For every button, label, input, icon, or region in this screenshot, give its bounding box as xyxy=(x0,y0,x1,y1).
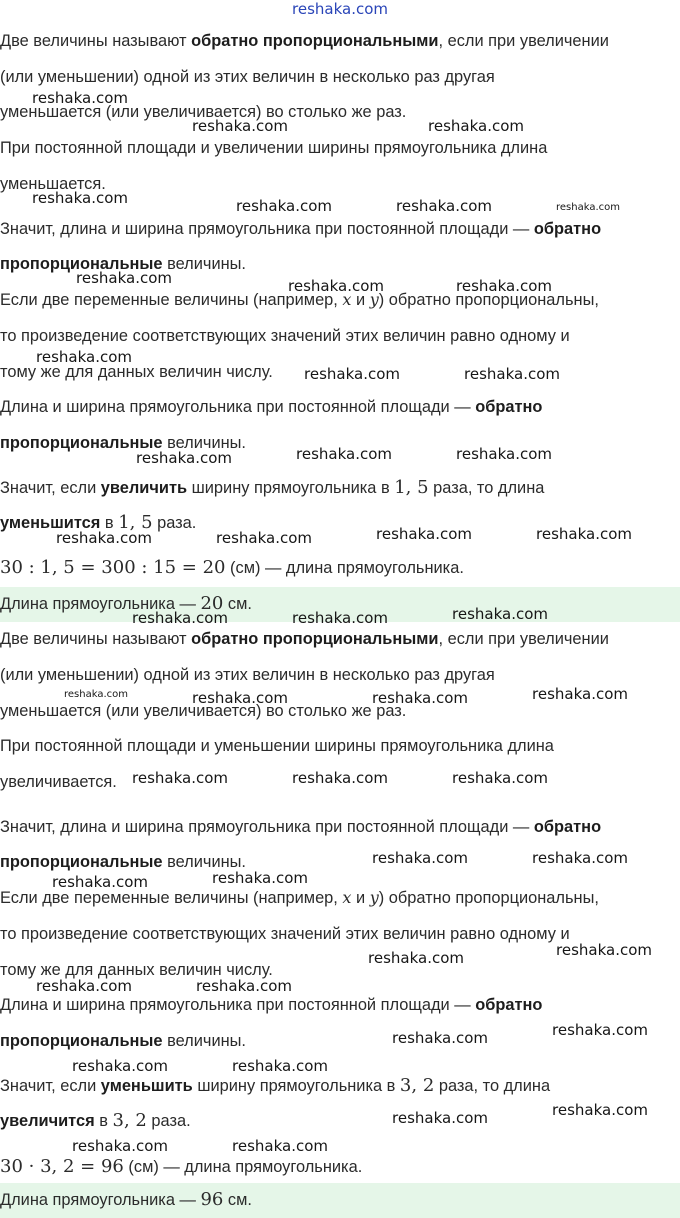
variable-x: x xyxy=(342,888,352,907)
watermark: reshaka.com xyxy=(36,977,132,995)
conclusion-line-1: Значит, длина и ширина прямоугольника при постоянной площади — обратно xyxy=(0,220,602,238)
watermark: reshaka.com xyxy=(36,348,132,366)
calculation-line: 30 · 3, 2 = 96 (см) — длина прямоугольника. xyxy=(0,1156,363,1177)
observation-line-2: уменьшается. xyxy=(0,175,106,193)
answer-text: Длина прямоугольника — 20 см. xyxy=(0,593,252,614)
conclusion-line-1: Значит, длина и ширина прямоугольника при постоянной площади — обратно xyxy=(0,818,602,836)
calculation-formula: 30 · 3, 2 = 96 xyxy=(0,1156,124,1177)
watermark: reshaka.com xyxy=(232,1057,328,1075)
watermark: reshaka.com xyxy=(556,941,652,959)
definition-line-2: (или уменьшении) одной из этих величин в несколько раз другая xyxy=(0,68,495,86)
observation-line-1: При постоянной площади и уменьшении ширины прямоугольника длина xyxy=(0,737,554,755)
watermark: reshaka.com xyxy=(452,769,548,787)
watermark: reshaka.com xyxy=(192,689,288,707)
term-inverse-proportional: обратно пропорциональными xyxy=(191,630,439,648)
restatement-line-2: пропорциональные величины. xyxy=(0,1032,246,1050)
watermark: reshaka.com xyxy=(232,1137,328,1155)
answer-value: 20 xyxy=(200,593,224,614)
watermark: reshaka.com xyxy=(136,449,232,467)
watermark: reshaka.com xyxy=(64,689,128,700)
watermark: reshaka.com xyxy=(556,202,620,213)
watermark: reshaka.com xyxy=(288,277,384,295)
watermark: reshaka.com xyxy=(72,1137,168,1155)
restatement-line-1: Длина и ширина прямоугольника при постоянной площади — обратно xyxy=(0,996,543,1014)
definition-line-3: уменьшается (или увеличивается) во столько же раз. xyxy=(0,702,407,720)
conclusion-line-2: пропорциональные величины. xyxy=(0,853,246,871)
variable-y: y xyxy=(369,888,379,907)
watermark: reshaka.com xyxy=(32,189,128,207)
answer-box xyxy=(0,587,680,622)
calculation-formula: 30 : 1, 5 = 300 : 15 = 20 xyxy=(0,557,226,578)
variable-x: x xyxy=(342,290,352,309)
observation-line-2: увеличивается. xyxy=(0,773,117,791)
watermark: reshaka.com xyxy=(304,365,400,383)
definition-line-1: Две величины называют обратно пропорциональными, если при увеличении xyxy=(0,630,609,648)
watermark: reshaka.com xyxy=(132,609,228,627)
step-line-1: Значит, если уменьшить ширину прямоугольника в 3, 2 раза, то длина xyxy=(0,1075,551,1096)
watermark: reshaka.com xyxy=(196,977,292,995)
property-line-3: тому же для данных величин числу. xyxy=(0,363,273,381)
watermark: reshaka.com xyxy=(76,269,172,287)
property-line-2: то произведение соответствующих значений этих величин равно одному и xyxy=(0,925,570,943)
property-line-1: Если две переменные величины (например, x и y) обратно пропорциональны, xyxy=(0,290,599,309)
watermark: reshaka.com xyxy=(32,89,128,107)
site-link[interactable]: reshaka.com xyxy=(292,0,388,18)
watermark: reshaka.com xyxy=(296,445,392,463)
property-line-1: Если две переменные величины (например, x и y) обратно пропорциональны, xyxy=(0,888,599,907)
watermark: reshaka.com xyxy=(428,117,524,135)
step-line-1: Значит, если увеличить ширину прямоугольника в 1, 5 раза, то длина xyxy=(0,477,545,498)
watermark: reshaka.com xyxy=(552,1021,648,1039)
variable-y: y xyxy=(369,290,379,309)
watermark: reshaka.com xyxy=(536,525,632,543)
calculation-line: 30 : 1, 5 = 300 : 15 = 20 (см) — длина прямоугольника. xyxy=(0,557,464,578)
definition-line-1: Две величины называют обратно пропорциональными, если при увеличении xyxy=(0,32,609,50)
watermark: reshaka.com xyxy=(292,769,388,787)
watermark: reshaka.com xyxy=(464,365,560,383)
watermark: reshaka.com xyxy=(72,1057,168,1075)
watermark: reshaka.com xyxy=(372,689,468,707)
conclusion-line-2: пропорциональные величины. xyxy=(0,255,246,273)
restatement-line-1: Длина и ширина прямоугольника при постоянной площади — обратно xyxy=(0,398,543,416)
watermark: reshaka.com xyxy=(396,197,492,215)
watermark: reshaka.com xyxy=(132,769,228,787)
property-line-3: тому же для данных величин числу. xyxy=(0,961,273,979)
watermark: reshaka.com xyxy=(212,869,308,887)
definition-line-3: уменьшается (или увеличивается) во столько же раз. xyxy=(0,103,407,121)
step-line-2: увеличится в 3, 2 раза. xyxy=(0,1110,191,1131)
watermark: reshaka.com xyxy=(452,605,548,623)
step-line-2: уменьшится в 1, 5 раза. xyxy=(0,512,197,533)
term-inverse-proportional: обратно пропорциональными xyxy=(191,32,439,50)
watermark: reshaka.com xyxy=(368,949,464,967)
watermark: reshaka.com xyxy=(292,609,388,627)
watermark: reshaka.com xyxy=(192,117,288,135)
watermark: reshaka.com xyxy=(372,849,468,867)
watermark: reshaka.com xyxy=(56,529,152,547)
watermark: reshaka.com xyxy=(52,873,148,891)
watermark: reshaka.com xyxy=(456,445,552,463)
answer-value: 96 xyxy=(200,1189,224,1210)
restatement-line-2: пропорциональные величины. xyxy=(0,434,246,452)
watermark: reshaka.com xyxy=(456,277,552,295)
watermark: reshaka.com xyxy=(216,529,312,547)
property-line-2: то произведение соответствующих значений этих величин равно одному и xyxy=(0,327,570,345)
definition-line-2: (или уменьшении) одной из этих величин в несколько раз другая xyxy=(0,666,495,684)
watermark: reshaka.com xyxy=(532,849,628,867)
answer-box xyxy=(0,1183,680,1218)
watermark: reshaka.com xyxy=(552,1101,648,1119)
watermark: reshaka.com xyxy=(392,1029,488,1047)
observation-line-1: При постоянной площади и увеличении ширины прямоугольника длина xyxy=(0,139,548,157)
answer-text: Длина прямоугольника — 96 см. xyxy=(0,1189,252,1210)
watermark: reshaka.com xyxy=(376,525,472,543)
watermark: reshaka.com xyxy=(532,685,628,703)
watermark: reshaka.com xyxy=(392,1109,488,1127)
watermark: reshaka.com xyxy=(236,197,332,215)
